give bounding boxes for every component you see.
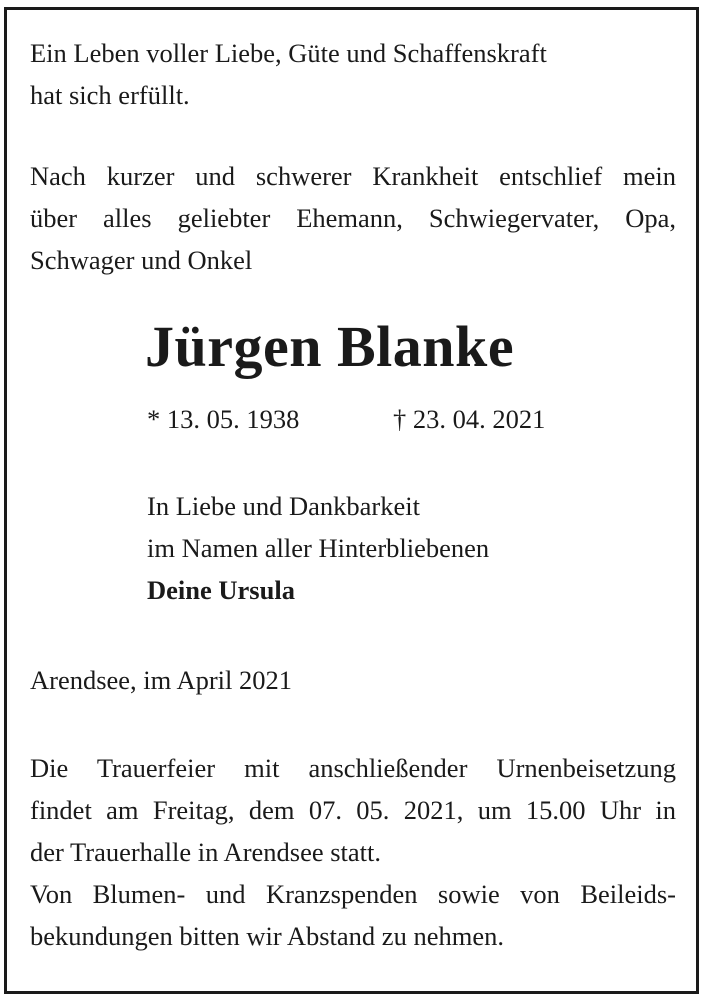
signature-block (147, 485, 489, 611)
intro-line-2: hat sich erfüllt. (30, 80, 190, 110)
intro-text (30, 32, 676, 116)
announcement-line-3: Schwager und Onkel (30, 245, 253, 275)
intro-line-1: Ein Leben voller Liebe, Güte und Schaffenskraft (30, 38, 547, 68)
ceremony-line-3: der Trauerhalle in Arendsee statt. (30, 837, 382, 867)
ceremony-line-1: Die Trauerfeier mit anschließender Urnenbeisetzung (30, 753, 676, 783)
birth-date: * 13. 05. 1938 (147, 404, 300, 434)
ceremony-text (30, 747, 676, 957)
signature-name: Deine Ursula (147, 575, 295, 605)
ceremony-line-4: Von Blumen- und Kranzspenden sowie von Beileids- (30, 879, 676, 909)
ceremony-line-2: findet am Freitag, dem 07. 05. 2021, um 15.00 Uhr in (30, 795, 676, 825)
signature-line-2: im Namen aller Hinterbliebenen (147, 533, 490, 563)
ceremony-line-5: bekundungen bitten wir Abstand zu nehmen. (30, 921, 504, 951)
announcement-line-1: Nach kurzer und schwerer Krankheit entschlief mein (30, 161, 676, 191)
deceased-name: Jürgen Blanke (145, 314, 515, 379)
announcement-line-2: über alles geliebter Ehemann, Schwiegervater, Opa, (30, 203, 676, 233)
announcement-text (30, 155, 676, 281)
death-date: † 23. 04. 2021 (393, 404, 546, 434)
place-date: Arendsee, im April 2021 (30, 665, 293, 695)
signature-line-1: In Liebe und Dankbarkeit (147, 491, 420, 521)
